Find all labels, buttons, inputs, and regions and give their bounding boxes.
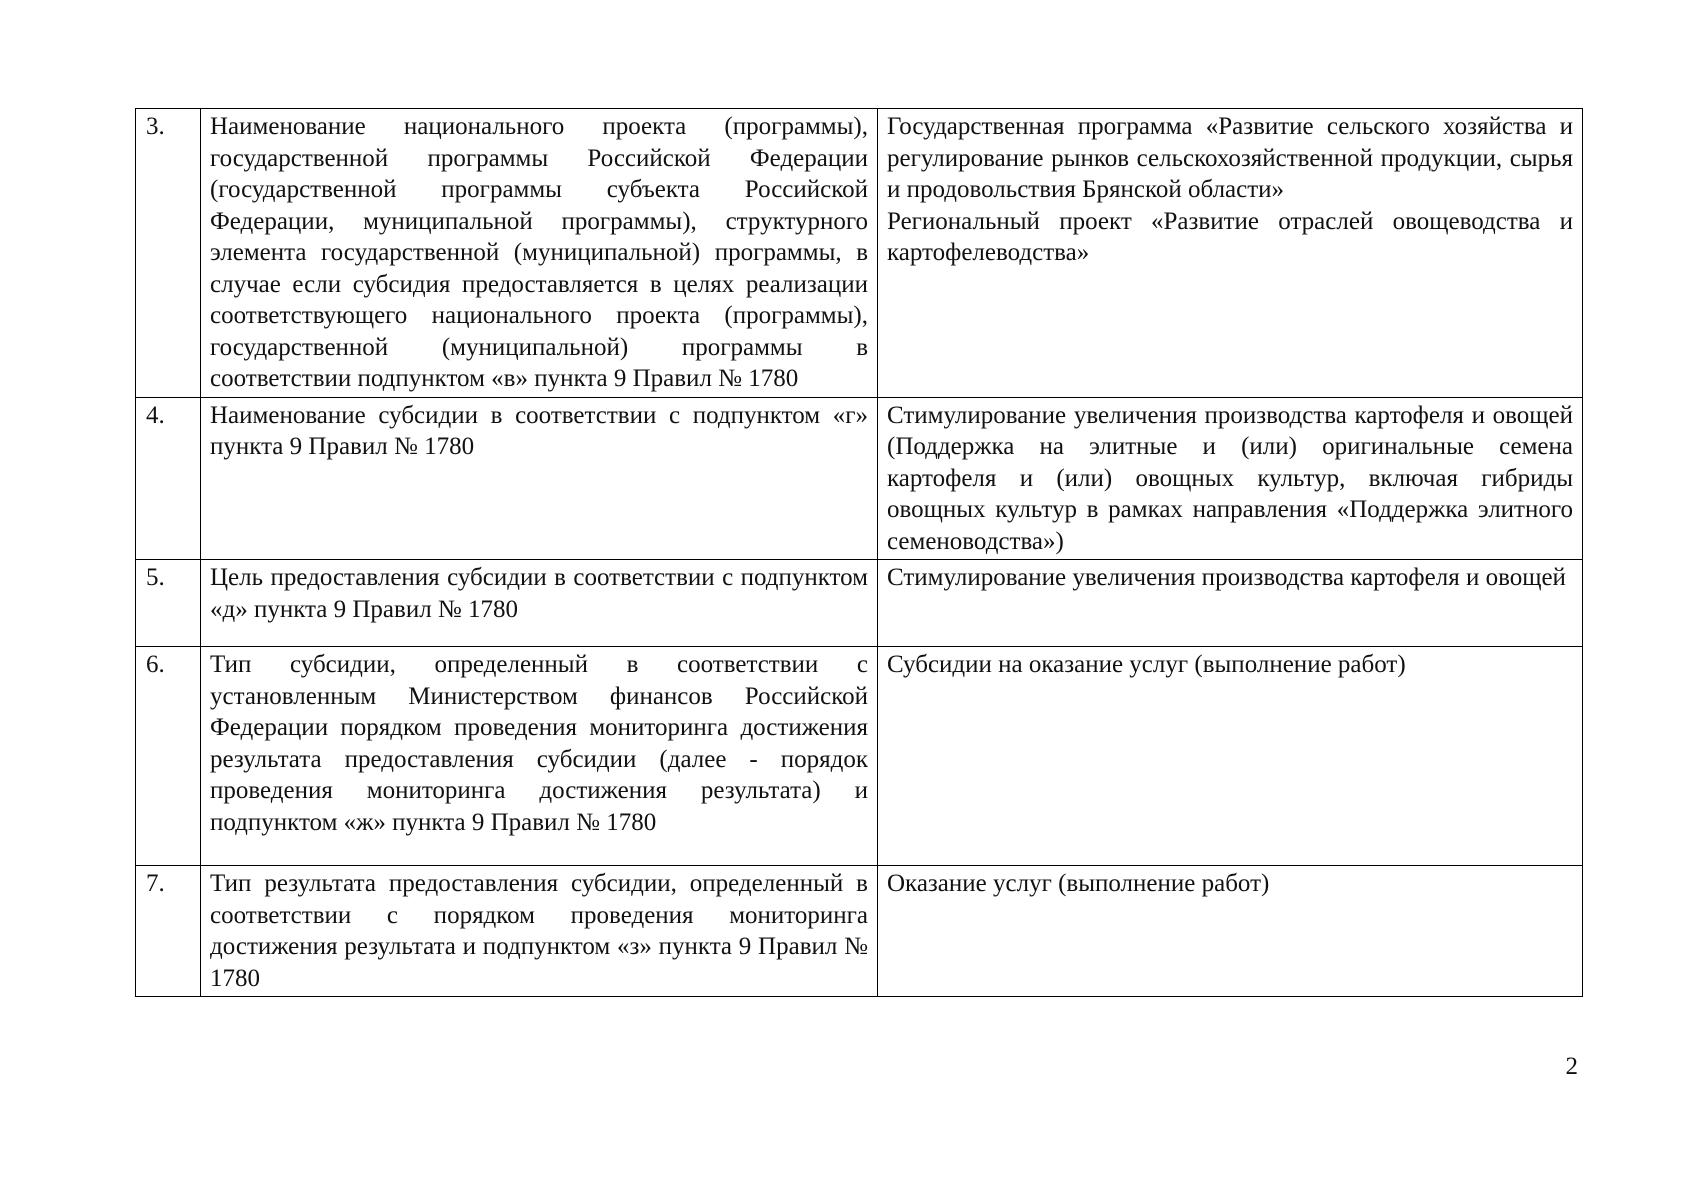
row-value-text: Государственная программа «Развитие сельского хозяйства и регулирование рынков сельскохозяйственной продукции, сырья и продовольствия Брянской области» <box>887 113 1573 203</box>
row-number: 3. <box>136 109 201 398</box>
row-number: 6. <box>136 647 201 866</box>
row-value: Стимулирование увеличения производства картофеля и овощей (Поддержка на элитные и (или) оригинальные семена картофеля и (или) овощных культур, включая гибриды овощных культур в рамках направления «Поддержка элитного семеноводства») <box>878 397 1583 560</box>
row-value <box>878 109 1583 398</box>
row-label: Наименование субсидии в соответствии с подпунктом «г» пункта 9 Правил № 1780 <box>201 397 878 560</box>
row-number: 7. <box>136 866 201 997</box>
row-number: 5. <box>136 560 201 647</box>
row-value: Оказание услуг (выполнение работ) <box>878 866 1583 997</box>
row-value: Стимулирование увеличения производства картофеля и овощей <box>878 560 1583 647</box>
row-number: 4. <box>136 397 201 560</box>
table-row <box>136 560 1583 647</box>
subsidy-info-table <box>135 108 1583 997</box>
page-number: 2 <box>1565 1053 1578 1080</box>
table-row <box>136 397 1583 560</box>
row-value: Субсидии на оказание услуг (выполнение работ) <box>878 647 1583 866</box>
row-value-text-2: Региональный проект «Развитие отраслей овощеводства и картофелеводства» <box>887 207 1573 266</box>
row-label: Тип субсидии, определенный в соответствии с установленным Министерством финансов Российской Федерации порядком проведения мониторинга достижения результата предоставления субсидии (далее - порядок проведения мониторинга достижения результата) и подпунктом «ж» пункта 9 Правил № 1780 <box>201 647 878 866</box>
row-label: Цель предоставления субсидии в соответствии с подпунктом «д» пункта 9 Правил № 1780 <box>201 560 878 647</box>
table-row <box>136 647 1583 866</box>
table-row <box>136 109 1583 398</box>
row-label: Тип результата предоставления субсидии, определенный в соответствии с порядком проведения мониторинга достижения результата и подпунктом «з» пункта 9 Правил № 1780 <box>201 866 878 997</box>
table-row <box>136 866 1583 997</box>
row-label: Наименование национального проекта (программы), государственной программы Российской Федерации (государственной программы субъекта Российской Федерации, муниципальной программы), структурного элемента государственной (муниципальной) программы, в случае если субсидия предоставляется в целях реализации соответствующего национального проекта (программы), государственной (муниципальной) программы в соответствии подпунктом «в» пункта 9 Правил № 1780 <box>201 109 878 398</box>
